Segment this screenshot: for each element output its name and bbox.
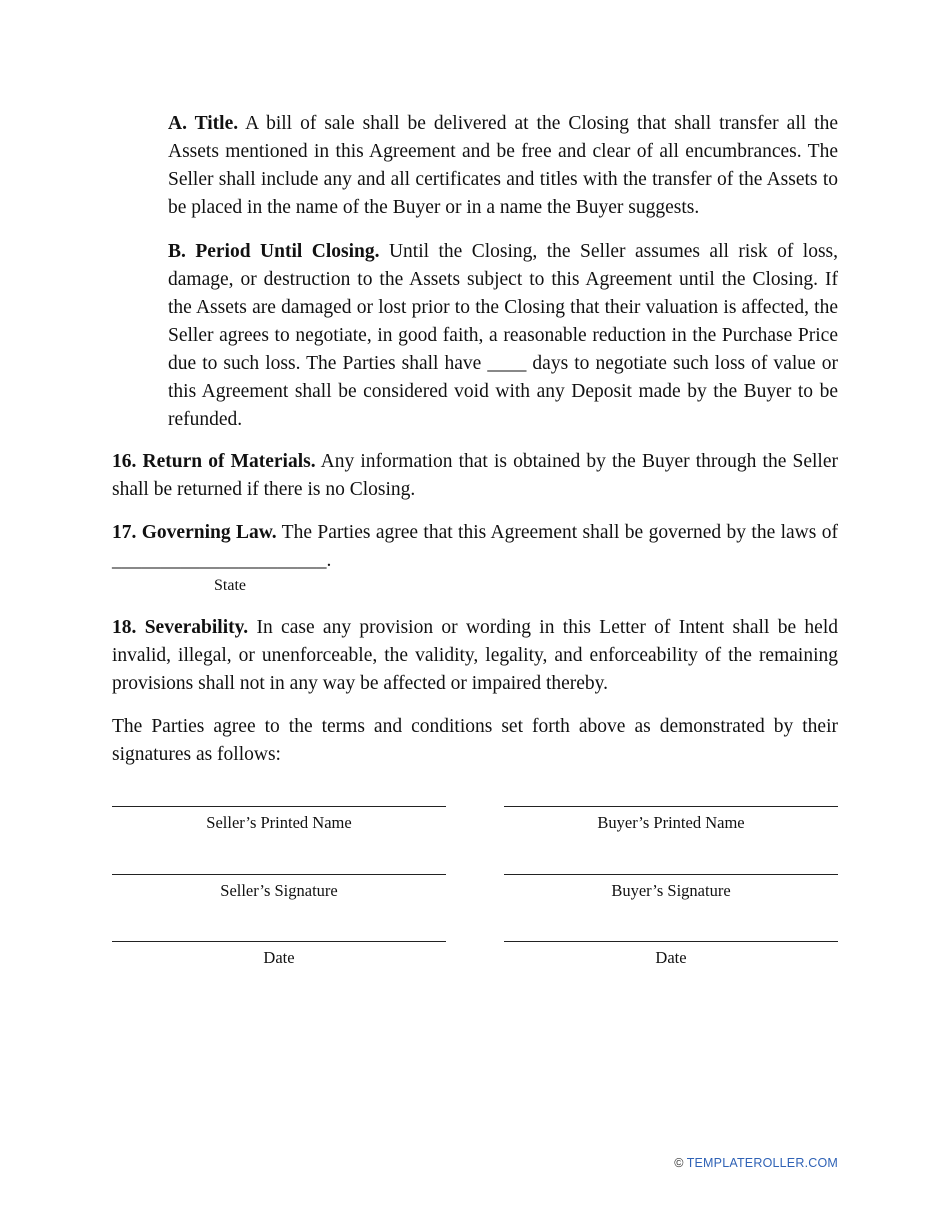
buyer-printed-name-field[interactable] [504, 806, 838, 833]
signature-line [112, 874, 446, 875]
section-18-text: In case any provision or wording in this Letter of Intent shall be held invalid, illegal, or unenforceable, the validity, legality, and enforceability of the remaining provisions shall not in any way be affected or impaired thereby. [112, 617, 838, 694]
signature-line [504, 806, 838, 807]
seller-date-field[interactable] [112, 941, 446, 968]
signature-line [504, 874, 838, 875]
buyer-signature-field[interactable] [504, 874, 838, 901]
section-18 [112, 614, 838, 698]
buyer-date-field[interactable] [504, 941, 838, 968]
signature-line [504, 941, 838, 942]
buyer-printed-name-label: Buyer’s Printed Name [597, 813, 745, 832]
section-17-text: The Parties agree that this Agreement shall be governed by the laws of ______________________. [112, 522, 838, 571]
section-16-heading: 16. Return of Materials. [112, 451, 316, 472]
seller-printed-name-label: Seller’s Printed Name [206, 813, 352, 832]
signature-line [112, 806, 446, 807]
buyer-signature-label: Buyer’s Signature [611, 881, 731, 900]
seller-signature-label: Seller’s Signature [220, 881, 338, 900]
templateroller-link[interactable]: TEMPLATEROLLER.COM [686, 1156, 838, 1170]
clause-b-text: Until the Closing, the Seller assumes all risk of loss, damage, or destruction to the Assets subject to this Agreement until the Closing. If the Assets are damaged or lost prior to the Closing that their valuation is affected, the Seller agrees to negotiate, in good faith, a reasonable reduction in the Purchase Price due to such loss. The Parties shall have ____ days to negotiate such loss of value or this Agreement shall be considered void with any Deposit made by the Buyer to be refunded. [168, 241, 839, 430]
buyer-date-label: Date [655, 948, 687, 967]
section-16 [112, 448, 838, 504]
clause-b-heading: B. Period Until Closing. [168, 241, 380, 262]
section-17-heading: 17. Governing Law. [112, 522, 277, 543]
section-18-heading: 18. Severability. [112, 617, 249, 638]
state-field-label: State [214, 577, 246, 594]
section-17 [112, 519, 838, 575]
footer-copyright [674, 1155, 838, 1171]
section-16-text: Any information that is obtained by the Buyer through the Seller shall be returned if there is no Closing. [112, 451, 838, 500]
clause-a-text: A bill of sale shall be delivered at the Closing that shall transfer all the Assets mentioned in this Agreement and be free and clear of all encumbrances. The Seller shall include any and all certificates and titles with the transfer of the Assets to be placed in the name of the Buyer or in a name the Buyer suggests. [168, 113, 838, 218]
closing-statement-text: The Parties agree to the terms and conditions set forth above as demonstrated by their signatures as follows: [112, 716, 838, 765]
seller-printed-name-field[interactable] [112, 806, 446, 833]
clause-a [168, 110, 838, 222]
copyright-symbol: © [674, 1156, 684, 1170]
seller-date-label: Date [263, 948, 295, 967]
seller-signature-field[interactable] [112, 874, 446, 901]
clause-a-heading: A. Title. [168, 113, 239, 134]
closing-statement [112, 713, 838, 769]
signature-line [112, 941, 446, 942]
clause-b [168, 238, 838, 434]
